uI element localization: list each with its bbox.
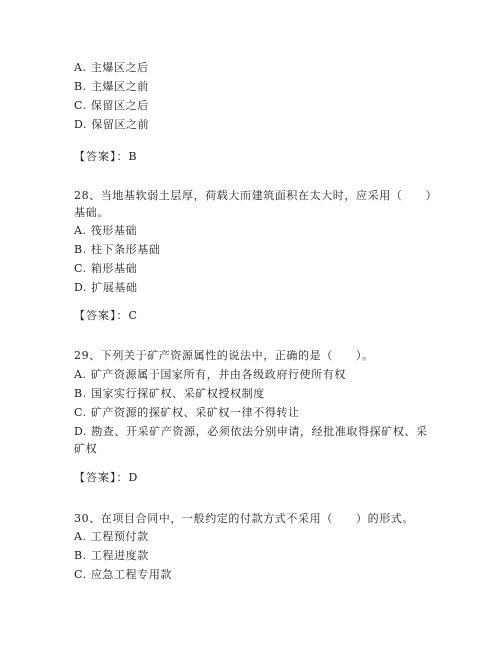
q29-option-c: C. 矿产资源的探矿权、采矿权一律不得转让 [74,406,300,419]
q27-option-c: C. 保留区之后 [74,99,149,112]
q27-option-d: D. 保留区之前 [74,118,150,131]
q28-option-a: A. 筏形基础 [74,224,138,237]
q27-option-b: B. 主爆区之前 [74,80,149,93]
q28-answer: 【答案】：C [74,309,138,322]
q29-stem: 29、下列关于矿产资源属性的说法中，正确的是（ ）。 [74,349,374,362]
q29-option-a: A. 矿产资源属于国家所有，并由各级政府行使所有权 [74,368,346,381]
q30-option-c: C. 应急工程专用款 [74,568,173,581]
q29-answer: 【答案】：D [74,471,139,484]
q27-option-a: A. 主爆区之后 [74,61,149,74]
q28-stem-line1: 28、当地基软弱土层厚，荷载大而建筑面积在太大时，应采用（ ） [74,189,438,202]
q30-option-a: A. 工程预付款 [74,530,149,543]
q27-answer: 【答案】：B [74,150,138,163]
q28-option-b: B. 柱下条形基础 [74,243,161,256]
q28-stem-line2: 基础。 [74,206,109,219]
q30-stem: 30、在项目合同中，一般约定的付款方式不采用（ ）的形式。 [74,512,414,525]
q29-option-d: D. 勘查、开采矿产资源，必须依法分别申请，经批准取得探矿权、采 [74,425,428,438]
q28-option-d: D. 扩展基础 [74,281,138,294]
q30-option-b: B. 工程进度款 [74,549,149,562]
q29-option-b: B. 国家实行探矿权、采矿权授权制度 [74,387,265,400]
q28-option-c: C. 箱形基础 [74,262,138,275]
q29-option-d-continuation: 矿权 [74,442,98,455]
